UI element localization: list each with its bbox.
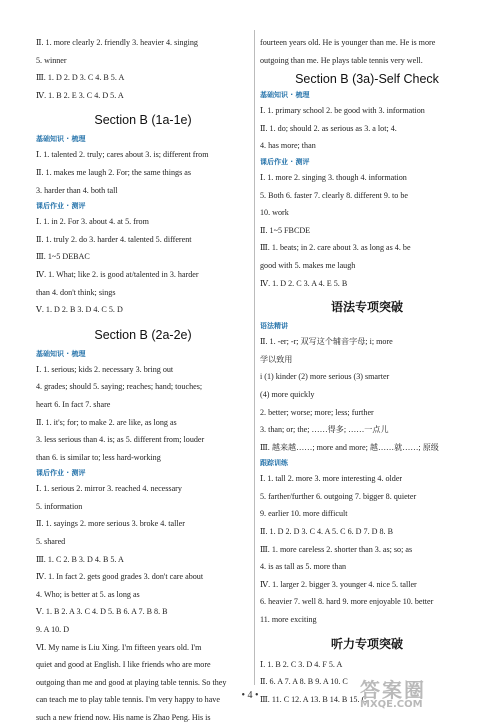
- answer-line: Ⅱ. 1. sayings 2. more serious 3. broke 4. taller: [36, 519, 185, 529]
- right-block-c: [260, 169, 474, 292]
- page-number: • 4 •: [241, 690, 259, 701]
- right-block-e: [260, 470, 474, 628]
- answer-line: Ⅱ. 1. makes me laugh 2. For; the same things as: [36, 167, 191, 177]
- answer-line: 5. winner: [36, 55, 67, 65]
- left-block-a: [36, 34, 250, 104]
- answer-line: Ⅴ. 1. D 2. B 3. D 4. C 5. D: [36, 305, 123, 315]
- answer-line: Ⅲ. 1. beats; in 2. care about 3. as long as 4. be: [260, 243, 411, 253]
- answer-line: Ⅱ. 6. A 7. A 8. B 9. A 10. C: [260, 677, 348, 687]
- answer-line: 10. work: [260, 208, 289, 218]
- left-column: [36, 34, 250, 727]
- answer-line: Ⅳ. 1. What; like 2. is good at/talented in 3. harder: [36, 269, 199, 279]
- answer-line: Ⅳ. 1. larger 2. bigger 3. younger 4. nice 5. taller: [260, 579, 417, 589]
- answer-line: than 4. don't think; sings: [36, 287, 116, 297]
- answer-line: Ⅲ. 越来越……; more and more; 越……就……; 原级: [260, 442, 439, 452]
- answer-line: Ⅵ. My name is Liu Xing. I'm fifteen years old. I'm: [36, 642, 202, 652]
- answer-line: 4. grades; should 5. saying; reaches; hand; touches;: [36, 382, 203, 392]
- answer-line: outgoing than me and good at playing table tennis. So they: [36, 677, 227, 687]
- answer-line: 3. harder than 4. both tall: [36, 185, 118, 195]
- answer-line: 11. more exciting: [260, 615, 317, 625]
- section-heading: Section B (2a-2e): [94, 327, 192, 342]
- answer-line: 5. shared: [36, 537, 66, 547]
- answer-line: Ⅱ. 1. do; should 2. as serious as 3. a lot; 4.: [260, 123, 397, 133]
- answer-line: Ⅳ. 1. B 2. E 3. C 4. D 5. A: [36, 90, 124, 100]
- answer-line: 4. is as tall as 5. more than: [260, 562, 347, 572]
- right-column: [260, 34, 474, 708]
- answer-line: (4) more quickly: [260, 389, 315, 399]
- listening-heading: 听力专项突破: [330, 636, 403, 651]
- subsection-tag: 语法精讲: [260, 322, 288, 331]
- left-block-b: [36, 146, 250, 199]
- answer-line: Ⅰ. 1. serious 2. mirror 3. reached 4. necessary: [36, 484, 182, 494]
- answer-line: Ⅰ. 1. in 2. For 3. about 4. at 5. from: [36, 217, 149, 227]
- answer-line: i (1) kinder (2) more serious (3) smarter: [260, 372, 390, 382]
- answer-line: outgoing than me. He plays table tennis very well.: [260, 55, 423, 65]
- section-heading: Section B (1a-1e): [94, 113, 192, 128]
- answer-line: Ⅱ. 1. truly 2. do 3. harder 4. talented 5. different: [36, 234, 192, 244]
- subsection-tag: 基础知识 · 梳理: [36, 349, 86, 358]
- answer-line: Ⅰ. 1. more 2. singing 3. though 4. information: [260, 172, 407, 182]
- answer-line: 5. information: [36, 501, 83, 511]
- answer-line: Ⅲ. 1. D 2. D 3. C 4. B 5. A: [36, 73, 125, 83]
- answer-line: 4. Who; is better at 5. as long as: [36, 589, 140, 599]
- answer-line: Ⅲ. 1. C 2. B 3. D 4. B 5. A: [36, 554, 124, 564]
- subsection-tag: 课后作业 · 测评: [260, 157, 310, 166]
- answer-line: 5. farther/further 6. outgoing 7. bigger 8. quieter: [260, 491, 417, 501]
- answer-line: such a new friend now. His name is Zhao Peng. His is: [36, 713, 211, 722]
- answer-line: Ⅱ. 1. -er; -r; 双写这个辅音字母; i; more: [260, 337, 393, 347]
- subsection-tag: 课后作业 · 测评: [36, 202, 86, 211]
- watermark-logo-text: 答案圈: [360, 678, 426, 702]
- answer-line: Ⅳ. 1. In fact 2. gets good grades 3. don't care about: [36, 572, 204, 582]
- answer-line: heart 6. In fact 7. share: [36, 399, 111, 409]
- site-watermark: [360, 674, 495, 718]
- answer-line: Ⅰ. 1. primary school 2. be good with 3. information: [260, 106, 425, 116]
- answer-line: than 6. is similar to; less hard-working: [36, 452, 161, 462]
- subsection-tag: 课后作业 · 测评: [36, 469, 86, 478]
- answer-line: quiet and good at English. I like friends who are more: [36, 660, 211, 670]
- answer-line: Ⅱ. 1. D 2. D 3. C 4. A 5. C 6. D 7. D 8. B: [260, 527, 393, 537]
- answer-line: Ⅰ. 1. tall 2. more 3. more interesting 4. older: [260, 474, 403, 484]
- answer-line: Ⅲ. 1. more careless 2. shorter than 3. as; so; as: [260, 544, 413, 554]
- answer-line: 9. earlier 10. more difficult: [260, 509, 348, 519]
- subsection-tag: 基础知识 · 梳理: [260, 91, 310, 100]
- answer-line: 9. A 10. D: [36, 625, 70, 635]
- watermark-url: MXQE.COM: [360, 699, 423, 710]
- answer-line: Ⅲ. 1~5 DEBAC: [36, 252, 90, 262]
- right-block-d: [260, 333, 474, 456]
- answer-line: 4. has more; than: [260, 141, 316, 151]
- answer-line: Ⅱ. 1~5 FBCDE: [260, 225, 311, 235]
- section-heading: Section B (3a)-Self Check: [295, 72, 439, 87]
- right-block-a: [260, 34, 474, 69]
- answer-line: 5. Both 6. faster 7. clearly 8. different 9. to be: [260, 190, 408, 200]
- answer-line: can teach me to play table tennis. I'm very happy to have: [36, 695, 220, 705]
- left-block-d: [36, 361, 250, 467]
- answer-line: Ⅰ. 1. B 2. C 3. D 4. F 5. A: [260, 659, 343, 669]
- column-divider: [254, 30, 255, 685]
- right-block-b: [260, 102, 474, 155]
- answer-line: 3. less serious than 4. is; as 5. different from; louder: [36, 435, 205, 445]
- answer-line: 学以致用: [260, 354, 293, 364]
- subsection-tag: 跟踪训练: [260, 459, 288, 468]
- answer-line: 6. heavier 7. well 8. hard 9. more enjoyable 10. better: [260, 597, 434, 607]
- left-block-c: [36, 213, 250, 319]
- answer-line: 3. than; or; the; ……得多; ……一点儿: [260, 425, 389, 435]
- answer-line: Ⅲ. 11. C 12. A 13. B 14. B 15. C: [260, 694, 367, 704]
- answer-line: Ⅱ. 1. more clearly 2. friendly 3. heavier 4. singing: [36, 38, 198, 47]
- answer-line: good with 5. makes me laugh: [260, 260, 356, 270]
- answer-line: fourteen years old. He is younger than me. He is more: [260, 38, 436, 47]
- answer-line: Ⅴ. 1. B 2. A 3. C 4. D 5. B 6. A 7. B 8. B: [36, 607, 168, 617]
- answer-line: Ⅳ. 1. D 2. C 3. A 4. E 5. B: [260, 278, 348, 288]
- answer-line: 2. better; worse; more; less; further: [260, 407, 374, 417]
- answer-line: Ⅰ. 1. talented 2. truly; cares about 3. is; different from: [36, 150, 209, 160]
- answer-line: Ⅰ. 1. serious; kids 2. necessary 3. bring out: [36, 364, 174, 374]
- grammar-heading: 语法专项突破: [330, 300, 403, 315]
- subsection-tag: 基础知识 · 梳理: [36, 135, 86, 144]
- answer-line: Ⅱ. 1. it's; for; to make 2. are like, as long as: [36, 417, 177, 427]
